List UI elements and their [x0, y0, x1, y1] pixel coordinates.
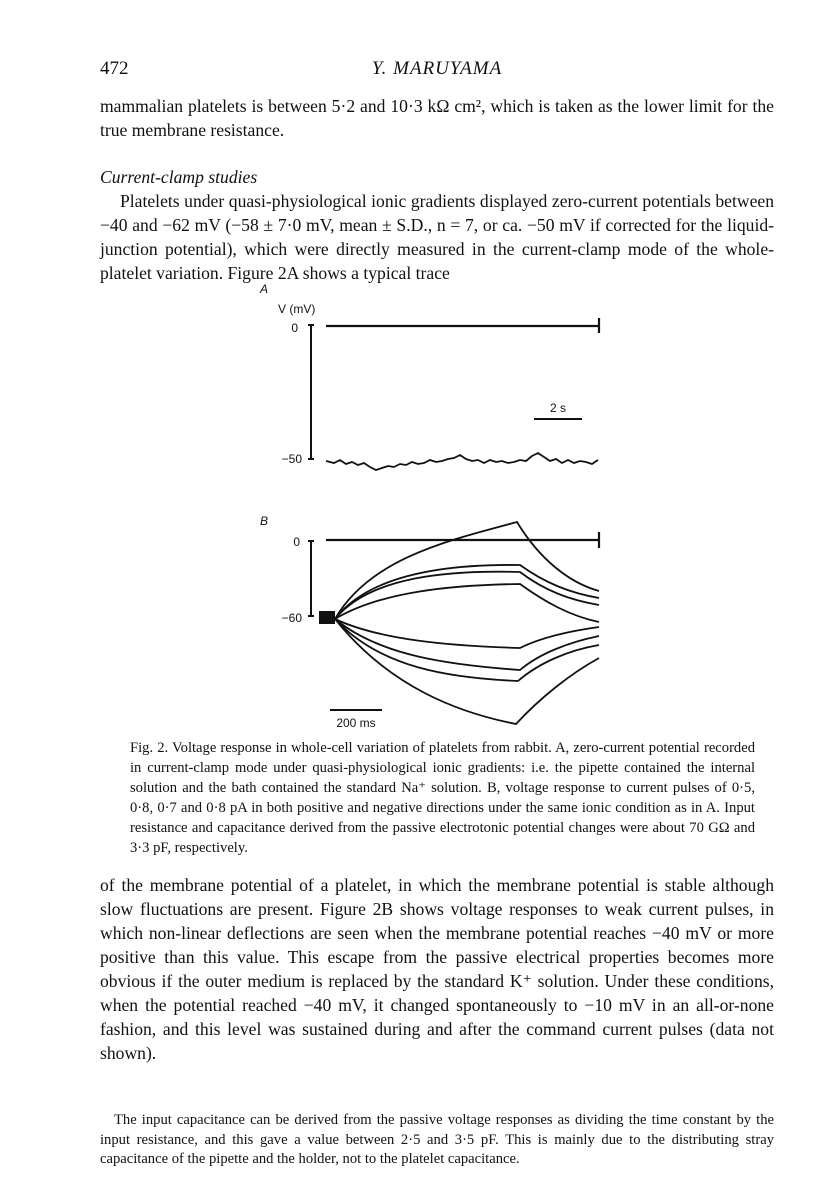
panel-a-membrane-potential-trace: [326, 453, 598, 470]
panel-b-tick-low: −60: [281, 611, 302, 625]
panel-b-trace-pos-3: [335, 572, 599, 619]
intro-paragraph: mammalian platelets is between 5·2 and 10·3 kΩ cm², which is taken as the lower limit for the true membrane resistance.: [100, 96, 774, 140]
panel-a-tick-low: −50: [281, 452, 302, 466]
page-header: [100, 58, 774, 84]
running-head: Y. MARUYAMA: [371, 58, 503, 79]
panel-b-axis: [308, 541, 314, 616]
section-heading: Current-clamp studies: [100, 167, 258, 187]
panel-a-axis-label: V (mV): [278, 302, 316, 316]
panel-a-scale-label: 2 s: [549, 401, 567, 415]
panel-b-voltage-response-traces: [335, 522, 599, 724]
page-number: 472: [100, 58, 129, 79]
panel-b-trace-neg-2: [335, 619, 599, 670]
panel-b-scale-label: 200 ms: [336, 716, 376, 730]
panel-a-tick-zero: 0: [291, 321, 298, 335]
panel-a-label: A: [260, 282, 269, 296]
panel-b-trace-neg-3: [335, 619, 599, 681]
figure-svg: [250, 278, 610, 733]
panel-a-axis: [308, 325, 314, 459]
figure-2: [250, 278, 610, 733]
panel-b-trace-pos-1: [335, 522, 599, 619]
footnote: The input capacitance can be derived from the passive voltage responses as dividing the time constant by the input resistance, and this gave a value between 2·5 and 3·5 pF. This is mainly due to the distributing stray capacitance of the pipette and the holder, not to the platelet capacitance.: [100, 1112, 774, 1167]
panel-b-tick-zero: 0: [293, 535, 300, 549]
panel-b-trace-origin-mark: [319, 611, 335, 624]
panel-b-trace-neg-1: [335, 619, 599, 648]
panel-b-label: B: [260, 514, 269, 528]
body-paragraph-2: of the membrane potential of a platelet, in which the membrane potential is stable although slow fluctuations are present. Figure 2B shows voltage responses to weak current pulses, in which non-linear deflections are seen when the membrane potential reaches −40 mV or more positive than this value. This escape from the passive electrical properties becomes more obvious if the outer medium is replaced by the standard K⁺ solution. Under these conditions, when the potential reached −40 mV, it changed spontaneously to −10 mV in an all-or-none fashion, and this level was sustained during and after the command current pulses (data not shown).: [100, 875, 774, 1063]
figure-caption: Fig. 2. Voltage response in whole-cell variation of platelets from rabbit. A, zero-current potential recorded in current-clamp mode under quasi-physiological ionic gradients: i.e. the pipette contained the internal solution and the bath contained the standard Na⁺ solution. B, voltage response to current pulses of 0·5, 0·8, 0·7 and 0·8 pA in both positive and negative directions under the same ionic condition as in A. Input resistance and capacitance derived from the passive electrotonic potential changes were about 70 GΩ and 3·3 pF, respectively.: [130, 740, 755, 856]
body-paragraph-1: Platelets under quasi-physiological ionic gradients displayed zero-current potentials between −40 and −62 mV (−58 ± 7·0 mV, mean ± S.D., n = 7, or ca. −50 mV if corrected for the liquid-junction potential), which were directly measured in the current-clamp mode of the whole-platelet variation. Figure 2A shows a typical trace: [100, 191, 774, 283]
